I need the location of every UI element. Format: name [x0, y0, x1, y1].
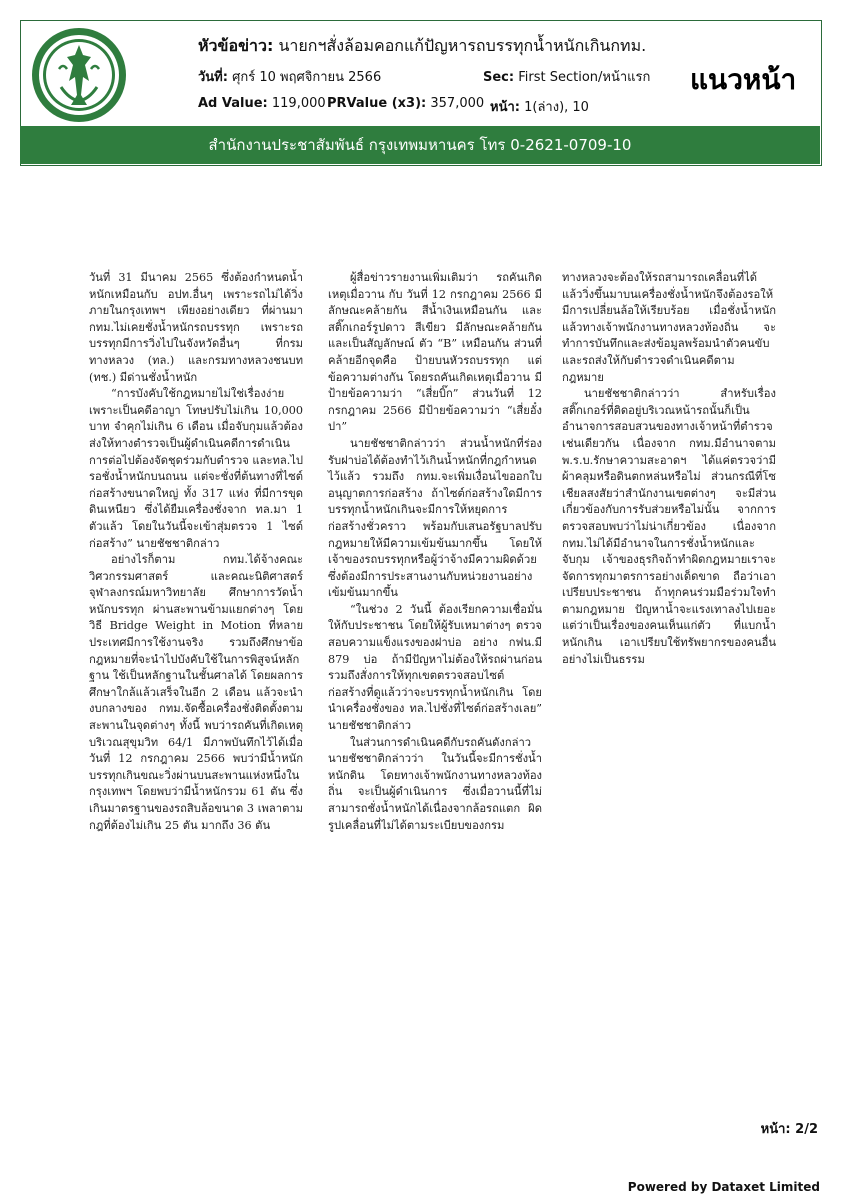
pr-value-label: PRValue (x3): — [327, 96, 427, 111]
page-number-label: หน้า: — [760, 1122, 791, 1137]
article-column-1 — [89, 270, 303, 834]
page-number-value: 2/2 — [795, 1122, 818, 1137]
publication-brand: แนวหน้า — [690, 63, 797, 96]
headline-label: หัวข้อข่าว: — [198, 36, 274, 55]
article-column-2 — [328, 270, 542, 834]
date-row — [198, 66, 381, 87]
headline-text: นายกฯสั่งล้อมคอกแก้ปัญหารถบรรทุกน้ำหนักเกินกทม. — [278, 36, 647, 55]
bma-seal-logo — [29, 25, 129, 125]
headline — [198, 34, 668, 59]
paragraph: “การบังคับใช้กฎหมายไม่ใช่เรื่องง่าย เพราะเป็นคดีอาญา โทษปรับไม่เกิน 10,000 บาท จำคุกไม่เกิน 6 เดือน เมื่อจับกุมแล้วต้องส่งให้ทางตำรวจเป็นผู้ดำเนินคดีการดำเนินการต่อไปต้องจัดชุดร่วมกับตำรวจ และทล.ไปรอชั่งน้ำหนักบนถนน แต่จะชั่งที่ต้นทางที่ไซต์ก่อสร้างขนาดใหญ่ ทั้ง 317 แห่ง ที่มีการขุดดินเหนียว ซึ่งได้ยืมเครื่องชั่งจาก ทล.มา 1 ตัวแล้ว โดยในวันนี้จะเข้าสุ่มตรวจ 1 ไซต์ก่อสร้าง” นายชัชชาติกล่าว — [89, 387, 303, 550]
paragraph: ทางหลวงจะต้องให้รถสามารถเคลื่อนที่ได้แล้ววิ่งขึ้นมาบนเครื่องชั่งน้ำหนักจึงต้องรอให้มีการเปลี่ยนล้อให้เรียบร้อย เมื่อชั่งน้ำหนักแล้วทางเจ้าพนักงานทางหลวงท้องถิ่น จะทำการบันทึกและส่งข้อมูลพร้อมนำตัวคนขับและรถส่งให้กับตำรวจดำเนินคดีตามกฎหมาย — [562, 271, 776, 384]
paragraph: ผู้สื่อข่าวรายงานเพิ่มเติมว่า รถคันเกิดเหตุเมื่อวาน กับ วันที่ 12 กรกฎาคม 2566 มีลักษณะคล้ายกัน สีน้ำเงินเหมือนกัน และสติ๊กเกอร์รูปดาว สีเขียว มีลักษณะคล้ายกัน และเป็นสัญลักษณ์ ตัว “B” เหมือนกัน ส่วนที่คล้ายอีกจุดคือ ป้ายบนหัวรถบรรทุก แต่ข้อความต่างกัน โดยรถคันเกิดเหตุเมื่อวาน มีป้ายข้อความว่า “เสี่ยบิ๊ก” ส่วนวันที่ 12 กรกฎาคม 2566 มีป้ายข้อความว่า “เสี่ยอั๋งปา” — [328, 271, 542, 434]
date-label: วันที่: — [198, 70, 228, 85]
section-value: First Section/หน้าแรก — [518, 70, 651, 85]
page-number — [761, 1118, 818, 1139]
paragraph: นายชัชชาติกล่าวว่า สำหรับเรื่องสติ๊กเกอร์ที่ติดอยู่บริเวณหน้ารถนั้นก็เป็นอำนาจการสอบสวนของทางเจ้าหน้าที่ตำรวจเช่นเดียวกัน เนื่องจาก กทม.มีอำนาจตาม พ.ร.บ.รักษาความสะอาดฯ ได้แค่ตรวจว่ามีผ้าคลุมหรือดินตกหล่นหรือไม่ ส่วนกรณีที่โซเชียลสงสัยว่าสำนักงานเขตต่างๆ จะมีส่วนเกี่ยวข้องกับการรับส่วยหรือไม่นั้น จากการตรวจสอบพบว่าไม่น่าเกี่ยวข้อง เนื่องจาก กทม.ไม่ได้มีอำนาจในการชั่งน้ำหนักและจับกุม เจ้าของธุรกิจถ้าทำผิดกฎหมายเราจะจัดการทุกมาตรการอย่างเด็ดขาด ถือว่าเอาเปรียบประชาชน ถ้าทุกคนร่วมมือร่วมใจทำตามกฎหมาย ปัญหาน้ำจะแรงเทาลงไปเยอะ แต่ว่าเป็นเรื่องของคนเห็นแก่ตัว ที่แบกน้ำหนักเกิน เอาเปรียบใช้ทรัพยากรของคนอื่นอย่างไม่เป็นธรรม — [562, 387, 776, 666]
paragraph: “ในช่วง 2 วันนี้ ต้องเรียกความเชื่อมั่นให้กับประชาชน โดยให้ผู้รับเหมาต่างๆ ตรวจสอบความแข็งแรงของฝาบ่อ อย่าง กฟน.มี 879 บ่อ ถ้ามีปัญหาไม่ต้องให้รถผ่านก่อน รวมถึงสั่งการให้ทุกเขตตรวจสอบไซต์ก่อสร้างที่ดูแล้วว่าจะบรรทุกน้ำหนักเกิน โดยนำเครื่องชั่งของ ทล.ไปชั่งที่ไซต์ก่อสร้างเลย” นายชัชชาติกล่าว — [328, 602, 542, 733]
pr-value: 357,000 — [430, 96, 485, 111]
powered-by: Powered by Dataxet Limited — [627, 1180, 820, 1194]
ad-value-row — [198, 96, 326, 111]
pr-value-row — [327, 96, 484, 111]
office-text: สำนักงานประชาสัมพันธ์ กรุงเทพมหานคร โทร 0-2621-0709-10 — [208, 136, 632, 154]
paragraph: อย่างไรก็ตาม กทม.ได้จ้างคณะวิศวกรรมศาสตร์ และคณะนิติศาสตร์ จุฬาลงกรณ์มหาวิทยาลัย ศึกษาการวัดน้ำหนักบรรทุก ผ่านสะพานข้ามแยกต่างๆ โดยวิธี Bridge Weight in Motion ที่หลายประเทศมีการใช้งานจริง รวมถึงศึกษาข้อกฎหมายที่จะนำไปบังคับใช้ในการพิสูจน์หลักฐาน ใช้เป็นหลักฐานในชั้นศาลได้ โดยผลการศึกษาใกล้แล้วเสร็จในอีก 2 เดือน แล้วจะนำงบกลางของ กทม.จัดซื้อเครื่องชั่งติดตั้งตามสะพานในจุดต่างๆ ทั้งนี้ พบว่ารถคันที่เกิดเหตุบริเวณสุขุมวิท 64/1 มีภาพบันทึกไว้ได้เมื่อวันที่ 12 กรกฎาคม 2566 พบว่ามีน้ำหนักบรรทุกเกินขณะวิ่งผ่านบนสะพานแห่งหนึ่งในกรุงเทพฯ โดยพบว่ามีน้ำหนักรวม 61 ตัน ซึ่งเกินมาตรฐานของรถสิบล้อขนาด 3 เพลาตามกฎที่ต้องไม่เกิน 25 ตัน มากถึง 36 ตัน — [89, 553, 303, 832]
ad-value: 119,000 — [271, 96, 326, 111]
section-label: Sec: — [483, 70, 515, 85]
section-row — [483, 66, 650, 87]
office-banner — [20, 126, 820, 164]
page-value: 1(ล่าง), 10 — [524, 100, 589, 115]
ad-value-label: Ad Value: — [198, 96, 268, 111]
page-row — [490, 96, 589, 117]
article-column-3 — [562, 270, 776, 668]
date-value: ศุกร์ 10 พฤศจิกายน 2566 — [232, 70, 382, 85]
article-body — [89, 270, 781, 990]
paragraph: วันที่ 31 มีนาคม 2565 ซึ่งต้องกำหนดน้ำหนักเหมือนกับ อปท.อื่นๆ เพราะรถไม่ได้วิ่งภายในกรุงเทพฯ เพียงอย่างเดียว ที่ผ่านมา กทม.ไม่เคยชั่งน้ำหนักรถบรรทุก เพราะรถบรรทุกมีการวิ่งไปในจังหวัดอื่นๆ ที่กรมทางหลวง (ทล.) และกรมทางหลวงชนบท (ทช.) มีด่านชั่งน้ำหนัก — [89, 271, 303, 384]
paragraph: ในส่วนการดำเนินคดีกับรถคันดังกล่าว นายชัชชาติกล่าวว่า ในวันนี้จะมีการชั่งน้ำหนักดิน โดยทางเจ้าพนักงานทางหลวงท้องถิ่น จะเป็นผู้ดำเนินการ ซึ่งเมื่อวานนี้ที่ไม่สามารถชั่งน้ำหนักได้เนื่องจากล้อรถแตก ผิดรูปเคลื่อนที่ไม่ได้ตามระเบียบของกรม — [328, 735, 542, 832]
paragraph: นายชัชชาติกล่าวว่า ส่วนน้ำหนักที่ร่องรับฝาบ่อได้ต้องทำไว้เกินน้ำหนักที่กฎกำหนดไว้แล้ว รวมถึง กทม.จะเพิ่มเงื่อนไขออกใบอนุญาตการก่อสร้าง ถ้าไซต์ก่อสร้างใดมีการบรรทุกน้ำหนักเกินจะมีการให้หยุดการก่อสร้างชั่วคราว พร้อมกับเสนอรัฐบาลปรับกฎหมายให้มีความเข้มข้นมากขึ้น โดยให้เจ้าของรถบรรทุกหรือผู้ว่าจ้างมีความผิดด้วย ซึ่งต้องมีการประสานงานกับหน่วยงานอย่างเข้มข้นมากขึ้น — [328, 436, 542, 600]
page-label: หน้า: — [490, 100, 520, 115]
